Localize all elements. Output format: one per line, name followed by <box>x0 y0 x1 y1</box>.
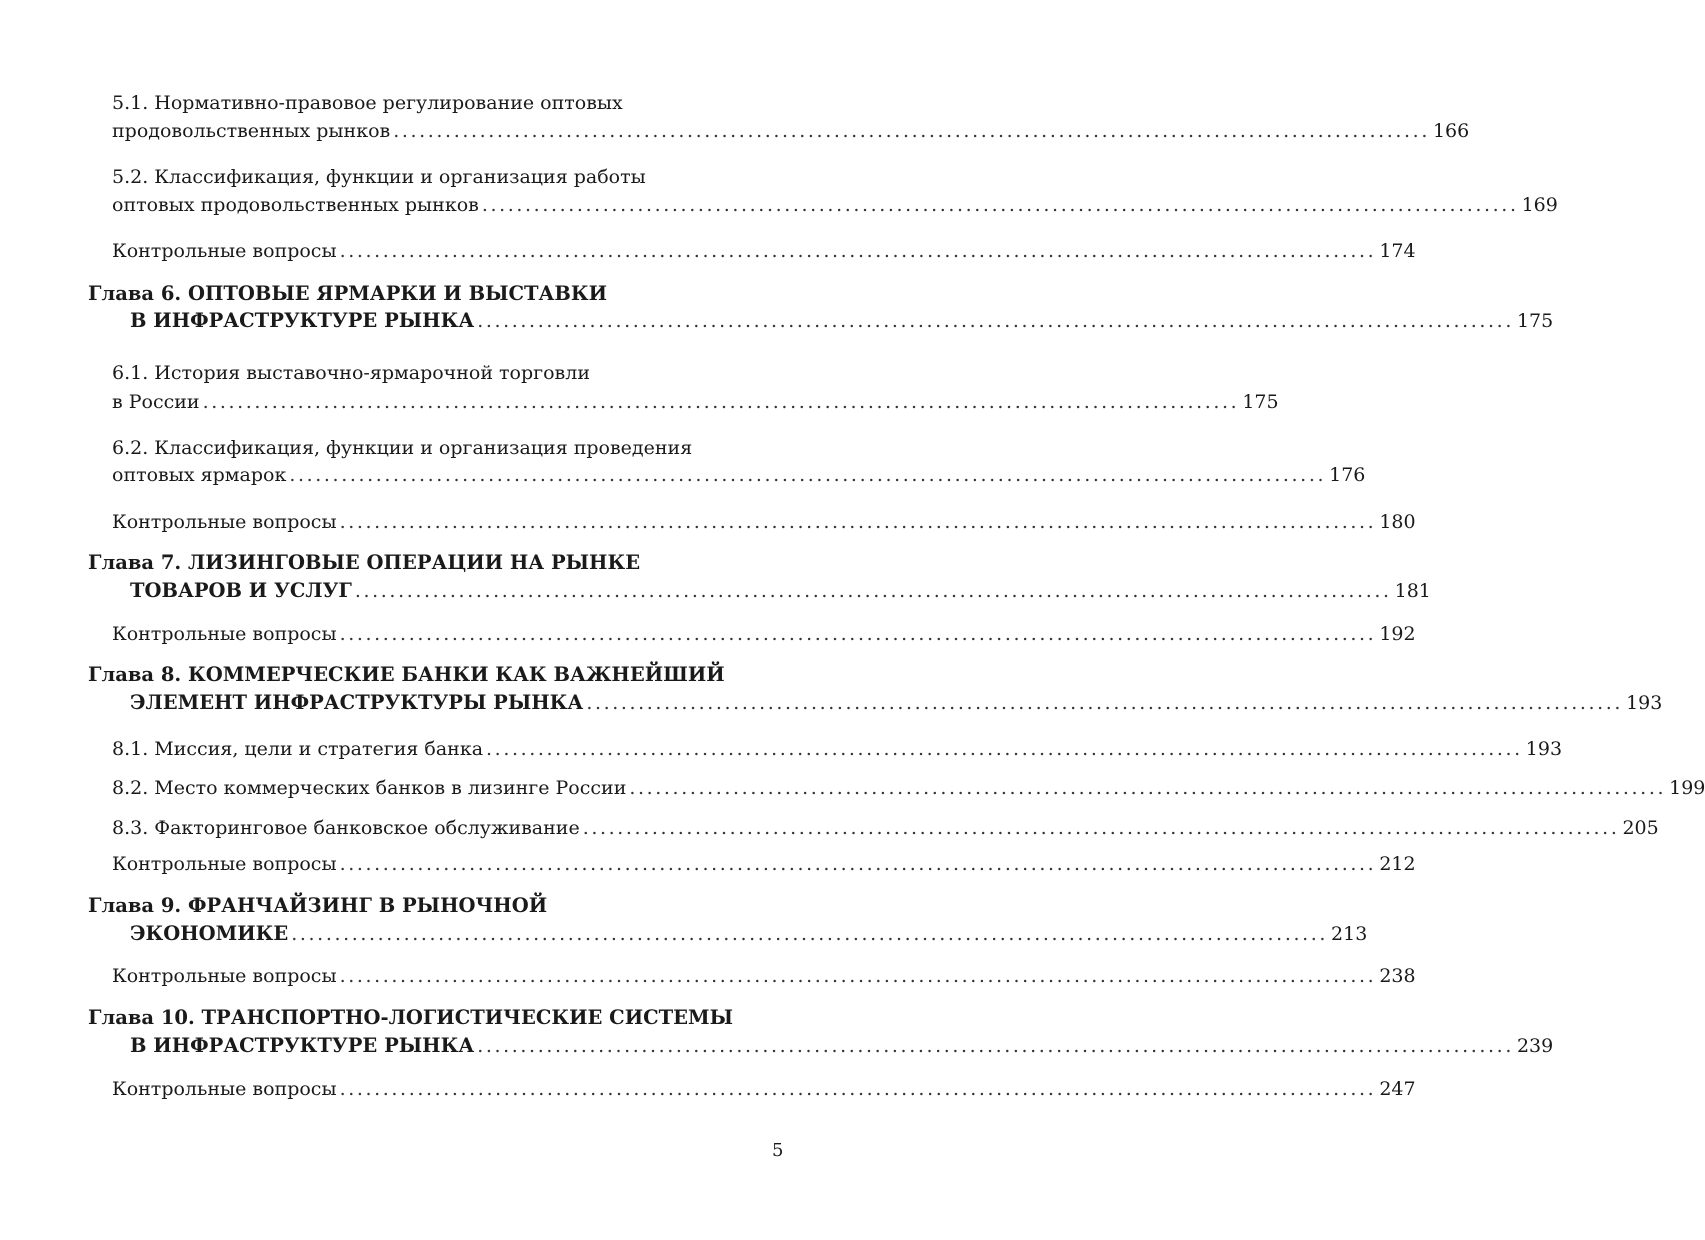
chapter-title: Глава 10. ТРАНСПОРТНО-ЛОГИСТИЧЕСКИЕ СИСТЕМЫ <box>88 1006 734 1029</box>
toc-entry-title: 6.2. Классификация, функции и организация проведения <box>112 437 693 459</box>
toc-entry-title: 5.2. Классификация, функции и организация работы <box>112 166 646 188</box>
page-number: 5 <box>772 1140 784 1161</box>
toc-page-number: 193 <box>1626 692 1663 714</box>
chapter-title: ЭКОНОМИКЕ <box>130 922 289 945</box>
dot-leader: ........................................................................................................................ <box>629 777 1667 799</box>
toc-entry[interactable] <box>112 816 1659 840</box>
toc-entry[interactable] <box>112 193 1558 217</box>
dot-leader: ........................................................................................................................ <box>481 194 1519 216</box>
toc-entry[interactable] <box>112 510 1416 534</box>
dot-leader: ........................................................................................................................ <box>339 1078 1377 1100</box>
toc-entry-title: в России <box>112 391 200 413</box>
toc-entry[interactable] <box>112 1077 1416 1101</box>
dot-leader: ........................................................................................................................ <box>582 817 1620 839</box>
toc-page-number: 213 <box>1331 923 1368 945</box>
toc-page-number: 176 <box>1329 464 1366 486</box>
toc-entry[interactable] <box>112 239 1416 263</box>
chapter-title: Глава 7. ЛИЗИНГОВЫЕ ОПЕРАЦИИ НА РЫНКЕ <box>88 551 641 574</box>
chapter-title: Глава 6. ОПТОВЫЕ ЯРМАРКИ И ВЫСТАВКИ <box>88 282 608 305</box>
toc-entry-title: оптовых продовольственных рынков <box>112 194 479 216</box>
toc-entry[interactable] <box>112 622 1416 646</box>
toc-entry-title: Контрольные вопросы <box>112 240 337 262</box>
dot-leader: ........................................................................................................................ <box>393 120 1430 142</box>
dot-leader: ........................................................................................................................ <box>202 391 1240 413</box>
toc-entry-title: 6.1. История выставочно-ярмарочной торговли <box>112 362 590 384</box>
chapter-title: ТОВАРОВ И УСЛУГ <box>130 579 352 602</box>
chapter-title: ЭЛЕМЕНТ ИНФРАСТРУКТУРЫ РЫНКА <box>130 691 584 714</box>
dot-leader: ........................................................................................................................ <box>486 738 1523 760</box>
dot-leader: ........................................................................................................................ <box>291 923 1329 945</box>
toc-entry-title: Контрольные вопросы <box>112 511 337 533</box>
toc-page-number: 199 <box>1669 777 1705 799</box>
dot-leader: ........................................................................................................................ <box>339 853 1377 875</box>
toc-page-number: 205 <box>1622 817 1659 839</box>
toc-entry[interactable] <box>112 852 1416 876</box>
chapter-entry[interactable] <box>130 691 1663 715</box>
chapter-title: В ИНФРАСТРУКТУРЕ РЫНКА <box>130 1034 475 1057</box>
chapter-title: Глава 8. КОММЕРЧЕСКИЕ БАНКИ КАК ВАЖНЕЙШИЙ <box>88 663 725 686</box>
toc-entry[interactable] <box>112 776 1705 800</box>
dot-leader: ........................................................................................................................ <box>339 965 1377 987</box>
toc-entry-title: Контрольные вопросы <box>112 853 337 875</box>
dot-leader: ........................................................................................................................ <box>339 623 1377 645</box>
toc-entry-title: 8.2. Место коммерческих банков в лизинге России <box>112 777 627 799</box>
toc-page-number: 181 <box>1394 580 1431 602</box>
dot-leader: ........................................................................................................................ <box>477 1035 1514 1057</box>
toc-page-number: 239 <box>1516 1035 1554 1057</box>
toc-page-number: 175 <box>1242 391 1279 413</box>
toc-page-number: 238 <box>1379 965 1416 987</box>
chapter-entry[interactable] <box>130 922 1368 946</box>
toc-page-number: 212 <box>1379 853 1416 875</box>
toc-entry-title: продовольственных рынков <box>112 120 391 142</box>
toc-entry-title: 8.3. Факторинговое банковское обслуживание <box>112 817 580 839</box>
toc-page-number: 192 <box>1379 623 1416 645</box>
toc-entry-title: оптовых ярмарок <box>112 464 287 486</box>
dot-leader: ........................................................................................................................ <box>586 692 1624 714</box>
dot-leader: ........................................................................................................................ <box>339 511 1377 533</box>
chapter-entry[interactable] <box>130 579 1431 603</box>
toc-page-number: 175 <box>1516 310 1554 332</box>
dot-leader: ........................................................................................................................ <box>339 240 1377 262</box>
toc-page-number: 166 <box>1432 120 1470 142</box>
toc-entry-title: Контрольные вопросы <box>112 623 337 645</box>
toc-entry-title: 8.1. Миссия, цели и стратегия банка <box>112 738 484 760</box>
dot-leader: ........................................................................................................................ <box>289 464 1327 486</box>
toc-entry[interactable] <box>112 964 1416 988</box>
toc-entry[interactable] <box>112 737 1563 761</box>
toc-entry-title: Контрольные вопросы <box>112 965 337 987</box>
chapter-entry[interactable] <box>130 1034 1554 1058</box>
dot-leader: ........................................................................................................................ <box>354 580 1392 602</box>
toc-entry[interactable] <box>112 463 1366 487</box>
chapter-title: Глава 9. ФРАНЧАЙЗИНГ В РЫНОЧНОЙ <box>88 894 548 917</box>
toc-entry-title: Контрольные вопросы <box>112 1078 337 1100</box>
toc-entry[interactable] <box>112 119 1470 143</box>
dot-leader: ........................................................................................................................ <box>477 310 1514 332</box>
chapter-title: В ИНФРАСТРУКТУРЕ РЫНКА <box>130 309 475 332</box>
toc-page-number: 193 <box>1525 738 1563 760</box>
toc-page-number: 180 <box>1379 511 1416 533</box>
toc-page-number: 174 <box>1379 240 1416 262</box>
toc-page-number: 247 <box>1379 1078 1416 1100</box>
toc-entry-title: 5.1. Нормативно-правовое регулирование оптовых <box>112 92 623 114</box>
chapter-entry[interactable] <box>130 309 1554 333</box>
toc-page-number: 169 <box>1521 194 1558 216</box>
toc-entry[interactable] <box>112 390 1279 414</box>
